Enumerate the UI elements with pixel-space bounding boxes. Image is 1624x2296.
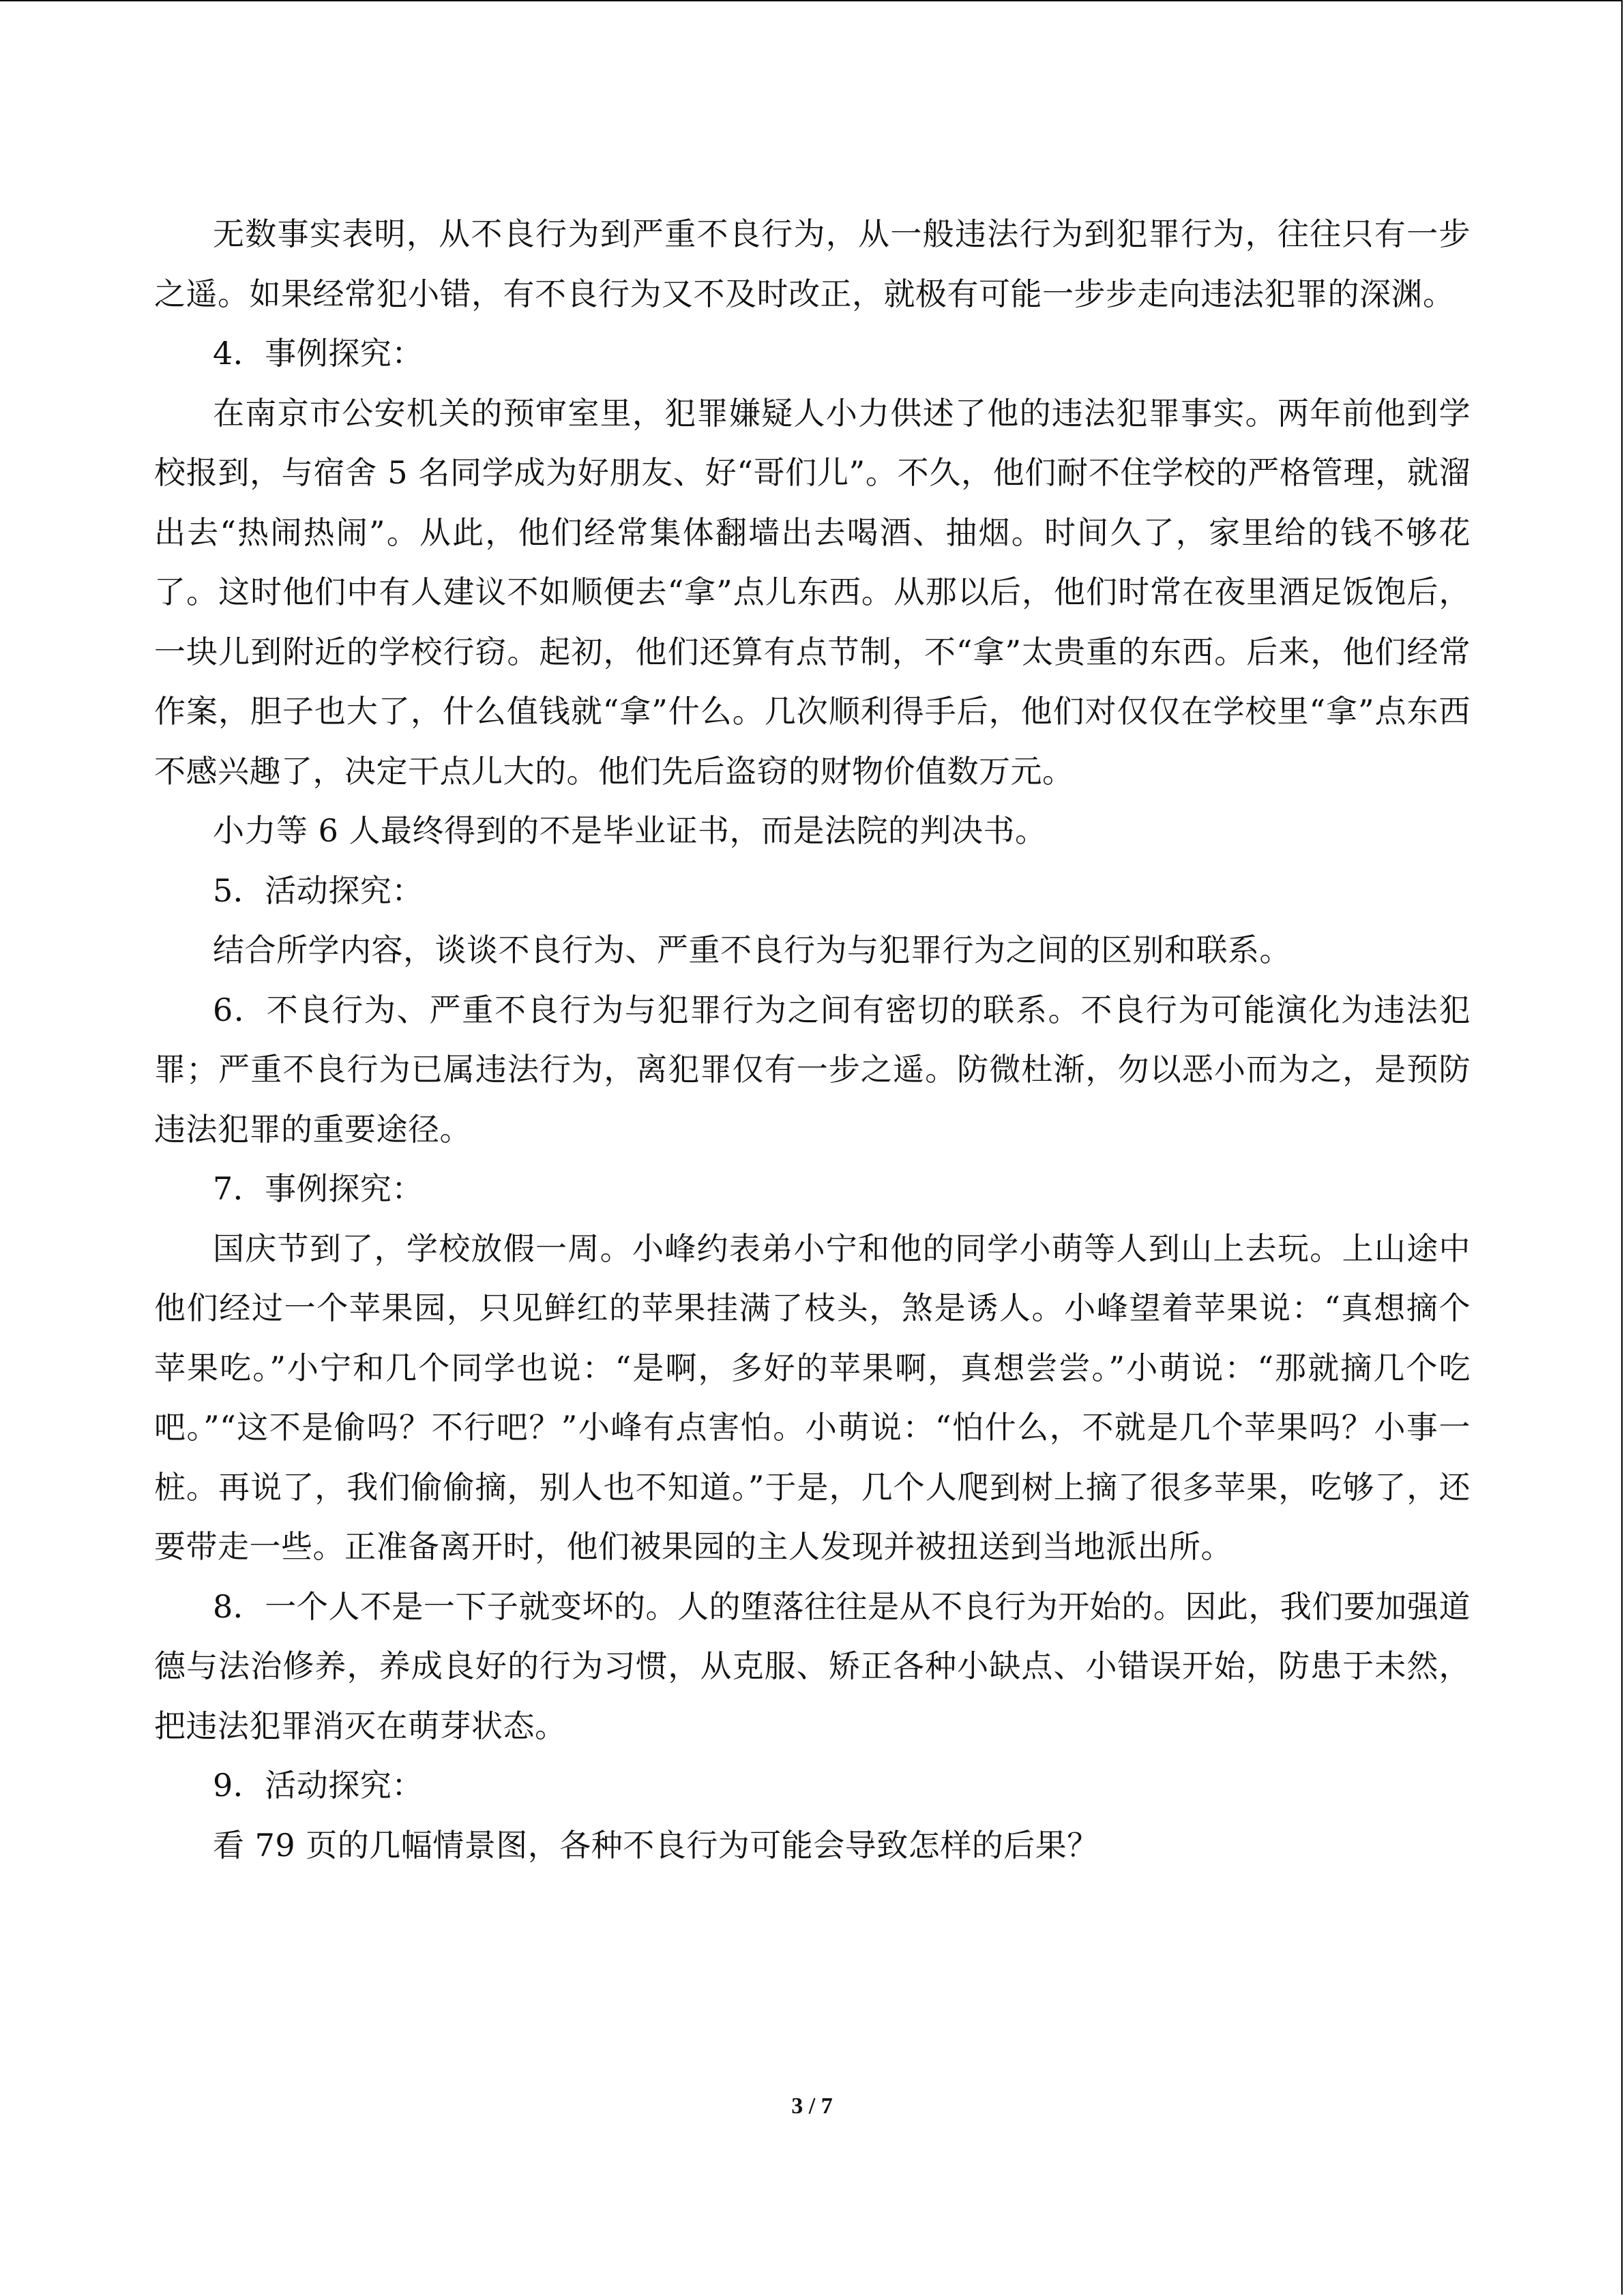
paragraph-activity-9-prompt: 看 79 页的几幅情景图，各种不良行为可能会导致怎样的后果？ <box>213 1826 1099 1864</box>
page-number: 3 / 7 <box>791 2093 833 2119</box>
paragraph-nanjing-case: 在南京市公安机关的预审室里，犯罪嫌疑人小力供述了他的违法犯罪事实。两年前他到学校报到，与宿舍 5 名同学成为好朋友、好“哥们儿”。不久，他们耐不住学校的严格管理，就溜出去“热闹热闹”。从此，他们经常集体翻墙出去喝酒、抽烟。时间久了，家里给的钱不够花了。这时他们中有人建议不如顺便去“拿”点儿东西。从那以后，他们时常在夜里酒足饭饱后，一块儿到附近的学校行窃。起初，他们还算有点节制，不“拿”太贵重的东西。后来，他们经常作案，胆子也大了，什么值钱就“拿”什么。几次顺利得手后，他们对仅仅在学校里“拿”点东西不感兴趣了，决定干点儿大的。他们先后盗窃的财物价值数万元。 <box>154 394 1471 790</box>
paragraph-activity-prompt: 结合所学内容，谈谈不良行为、严重不良行为与犯罪行为之间的区别和联系。 <box>213 931 1291 968</box>
heading-case-study-4: 4．事例探究： <box>213 335 424 372</box>
document-body <box>154 205 1471 1875</box>
heading-activity-5: 5．活动探究： <box>213 871 424 909</box>
paragraph-apple-case: 国庆节到了，学校放假一周。小峰约表弟小宁和他的同学小萌等人到山上去玩。上山途中他们经过一个苹果园，只见鲜红的苹果挂满了枝头，煞是诱人。小峰望着苹果说：“真想摘个苹果吃。”小宁和几个同学也说：“是啊，多好的苹果啊，真想尝尝。”小萌说：“那就摘几个吃吧。”“这不是偷吗？不行吧？”小峰有点害怕。小萌说：“怕什么，不就是几个苹果吗？小事一桩。再说了，我们偷偷摘，别人也不知道。”于是，几个人爬到树上摘了很多苹果，吃够了，还要带走一些。正准备离开时，他们被果园的主人发现并被扭送到当地派出所。 <box>154 1229 1471 1565</box>
heading-case-study-7: 7．事例探究： <box>213 1170 424 1207</box>
heading-activity-9: 9．活动探究： <box>213 1767 424 1804</box>
paragraph-item-8: 8．一个人不是一下子就变坏的。人的堕落往往是从不良行为开始的。因此，我们要加强道德与法治修养，养成良好的行为习惯，从克服、矫正各种小缺点、小错误开始，防患于未然，把违法犯罪消灭在萌芽状态。 <box>154 1587 1471 1744</box>
paragraph-item-6: 6．不良行为、严重不良行为与犯罪行为之间有密切的联系。不良行为可能演化为违法犯罪；严重不良行为已属违法行为，离犯罪仅有一步之遥。防微杜渐，勿以恶小而为之，是预防违法犯罪的重要途径。 <box>154 991 1471 1148</box>
paragraph-conclusion: 无数事实表明，从不良行为到严重不良行为，从一般违法行为到犯罪行为，往往只有一步之遥。如果经常犯小错，有不良行为又不及时改正，就极有可能一步步走向违法犯罪的深渊。 <box>154 215 1471 312</box>
paragraph-case-outcome: 小力等 6 人最终得到的不是毕业证书，而是法院的判决书。 <box>213 812 1047 849</box>
